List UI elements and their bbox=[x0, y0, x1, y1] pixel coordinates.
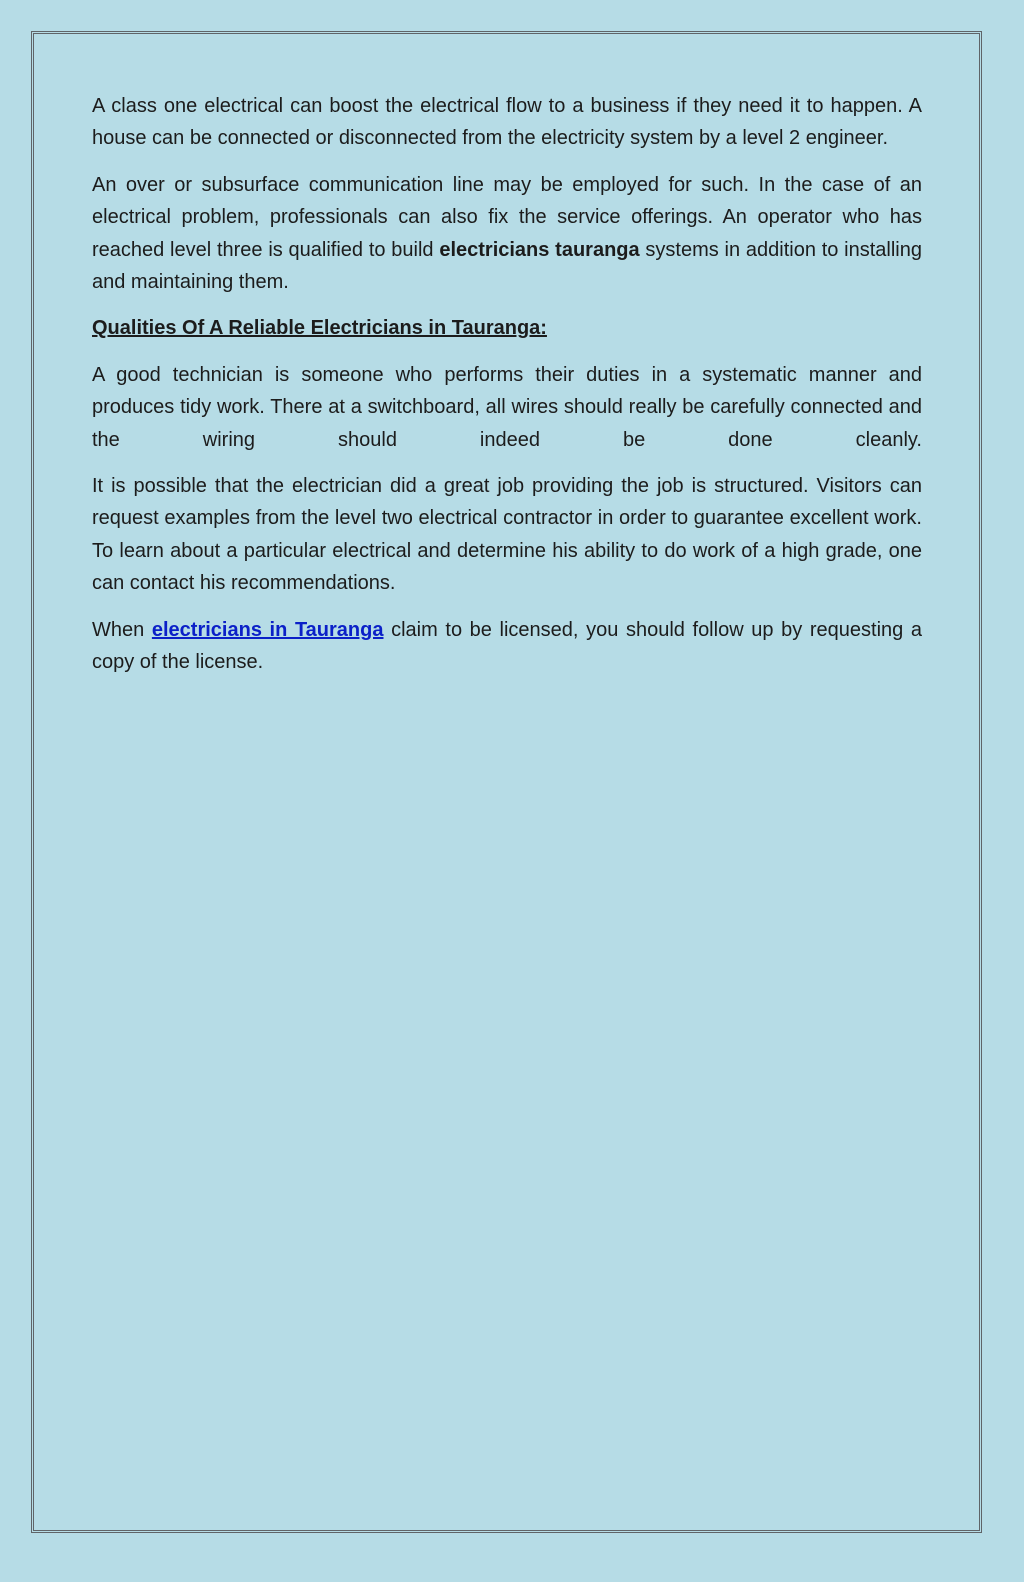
paragraph-technician: A good technician is someone who performs their duties in a systematic manner and produces tidy work. There at a switchboard, all wires should really be carefully connected and the wiring should indeed be done cleanly. bbox=[92, 363, 922, 451]
paragraph-text: claim to be licensed, you should follow up by requesting a copy of the license. bbox=[92, 618, 922, 674]
paragraph-examples: It is possible that the electrician did a great job providing the job is structured. Visitors can request examples from the level two electrical contractor in order to guarantee excellent work. To learn about a particular electrical and determine his ability to do work of a high grade, one can contact his recommendations. bbox=[92, 475, 922, 595]
electricians-tauranga-link[interactable]: electricians in Tauranga bbox=[151, 618, 384, 641]
paragraph-text: When bbox=[92, 618, 152, 641]
paragraph-text: An over or subsurface communication line may be employed for such. In the case of an electrical problem, professionals can also fix the service offerings. An operator who has reached level three is qualified to build bbox=[92, 173, 922, 261]
bold-keyword: electricians tauranga bbox=[439, 238, 640, 261]
paragraph-text: systems in addition to installing and maintaining them. bbox=[92, 238, 922, 294]
paragraph-communication-line bbox=[92, 169, 922, 299]
section-heading: Qualities Of A Reliable Electricians in Tauranga: bbox=[92, 317, 547, 340]
paragraph-license bbox=[92, 614, 922, 679]
paragraph-intro: A class one electrical can boost the electrical flow to a business if they need it to happen. A house can be connected or disconnected from the electricity system by a level 2 engineer. bbox=[92, 95, 922, 150]
document-body bbox=[92, 90, 922, 693]
